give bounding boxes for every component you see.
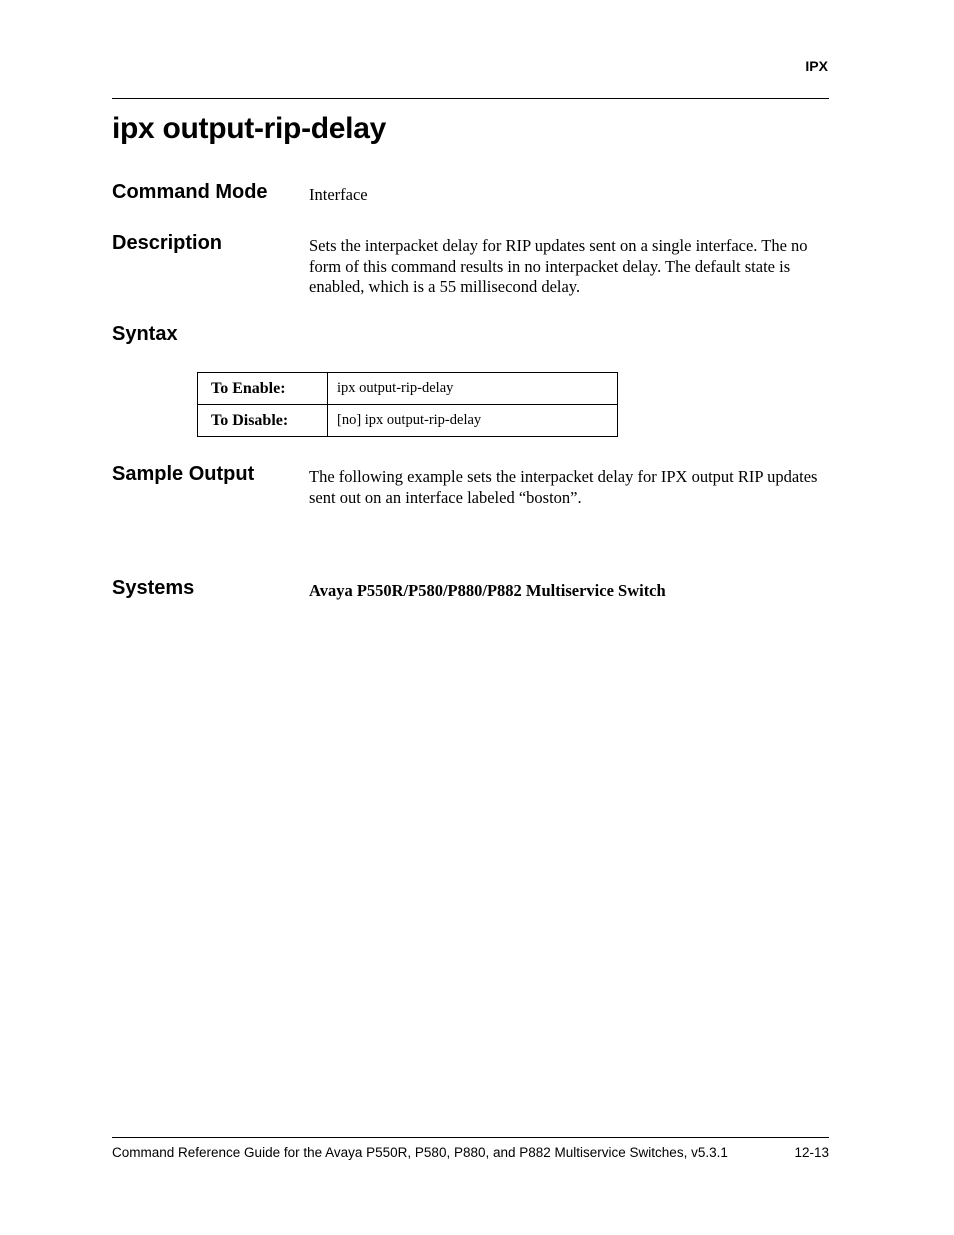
command-mode-text: Interface [309,185,368,204]
sample-output-text: The following example sets the interpacket delay for IPX output RIP updates sent out on an interface labeled “boston”. [309,467,818,507]
systems-heading: Systems [112,577,195,599]
syntax-row-disable [198,405,618,437]
syntax-table [197,372,618,437]
running-header: IPX [805,58,828,74]
description-heading: Description [112,232,223,254]
syntax-value-disable: [no] ipx output-rip-delay [328,405,618,437]
footer-rule [112,1137,829,1138]
systems-text: Avaya P550R/P580/P880/P882 Multiservice Switch [309,581,666,600]
header-rule [112,98,829,99]
footer-text: Command Reference Guide for the Avaya P550R, P580, P880, and P882 Multiservice Switches, v5.3.1 [112,1145,728,1160]
page-title: ipx output-rip-delay [112,112,386,145]
syntax-label-disable: To Disable: [198,405,328,437]
sample-output-heading: Sample Output [112,463,255,485]
description-text: Sets the interpacket delay for RIP updates sent on a single interface. The no form of this command results in no interpacket delay. The default state is enabled, which is a 55 millisecond delay. [309,236,808,296]
syntax-row-enable [198,373,618,405]
syntax-label-enable: To Enable: [198,373,328,405]
page-number: 12-13 [794,1145,829,1160]
syntax-value-enable: ipx output-rip-delay [328,373,618,405]
command-mode-heading: Command Mode [112,181,268,203]
syntax-heading: Syntax [112,323,178,345]
